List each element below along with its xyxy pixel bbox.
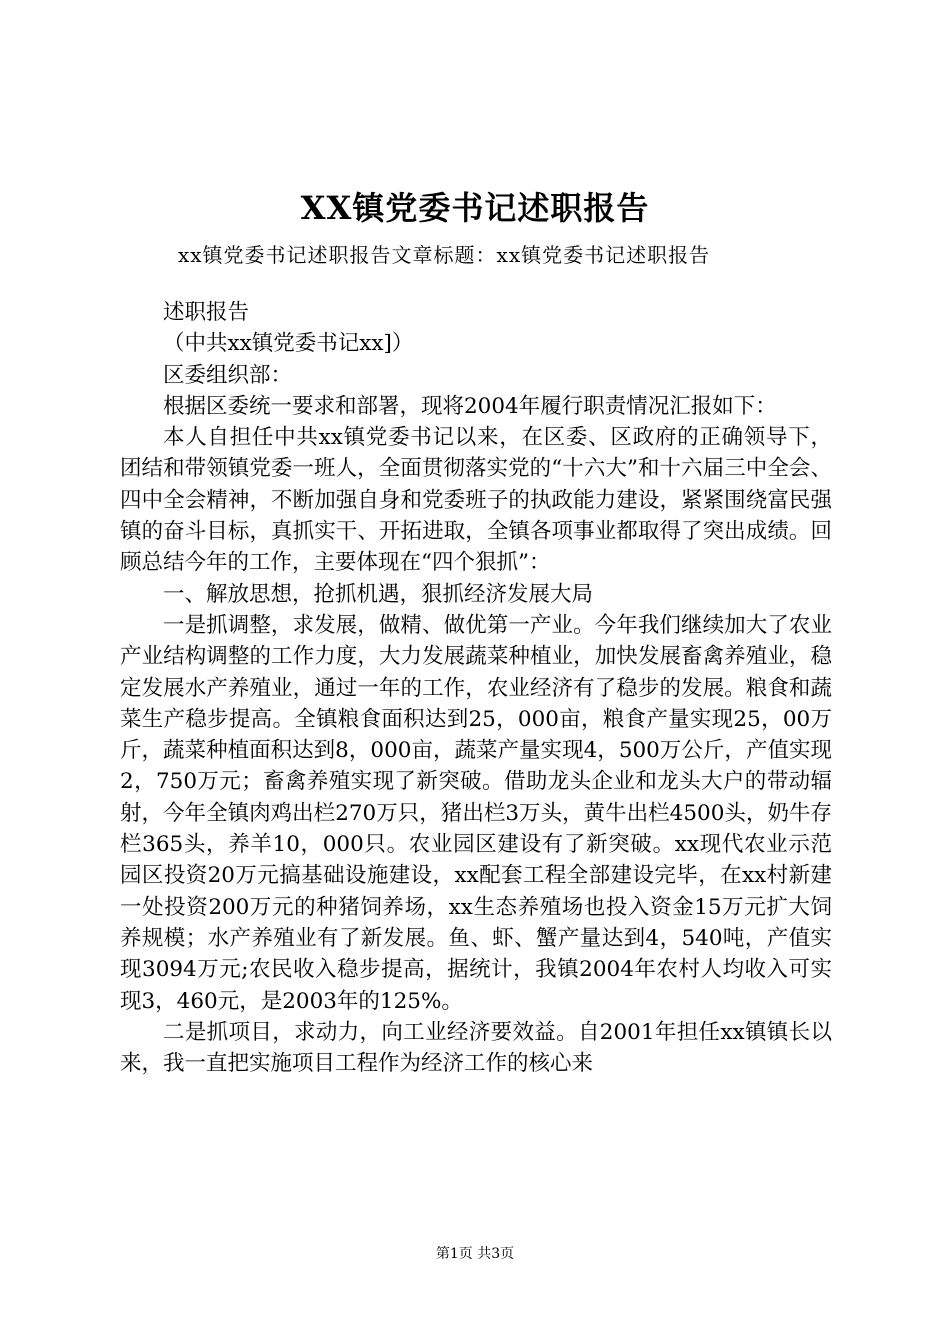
document-subtitle: xx镇党委书记述职报告文章标题：xx镇党委书记述职报告 [178,243,711,267]
paragraph: 本人自担任中共xx镇党委书记以来，在区委、区政府的正确领导下，团结和带领镇党委一班人，全面贯彻落实党的“十六大”和十六届三中全会、四中全会精神，不断加强自身和党委班子的执政能力建设，紧紧围绕富民强镇的奋斗目标，真抓实干、开拓进取，全镇各项事业都取得了突出成绩。回顾总结今年的工作，主要体现在“四个狠抓”： [120,425,832,576]
paragraph: 一是抓调整，求发展，做精、做优第一产业。今年我们继续加大了农业产业结构调整的工作力度，大力发展蔬菜种植业，加快发展畜禽养殖业，稳定发展水产养殖业，通过一年的工作，农业经济有了稳步的发展。粮食和蔬菜生产稳步提高。全镇粮食面积达到25，000亩，粮食产量实现25，00万斤，蔬菜种植面积达到8，000亩，蔬菜产量实现4，500万公斤，产值实现2，750万元；畜禽养殖实现了新突破。借助龙头企业和龙头大户的带动辐射，今年全镇肉鸡出栏270万只，猪出栏3万头，黄牛出栏4500头，奶牛存栏365头，养羊10，000只。农业园区建设有了新突破。xx现代农业示范园区投资20万元搞基础设施建设，xx配套工程全部建设完毕，在xx村新建一处投资200万元的种猪饲养场，xx生态养殖场也投入资金15万元扩大饲养规模；水产养殖业有了新发展。鱼、虾、蟹产量达到4，540吨，产值实现3094万元;农民收入稳步提高，据统计，我镇2004年农村人均收入可实现3，460元，是2003年的125%。 [120,612,832,1014]
paragraph: 述职报告 [163,300,250,325]
paragraph: （中共xx镇党委书记xx]） [163,331,414,357]
paragraph: 二是抓项目，求动力，向工业经济要效益。自2001年担任xx镇镇长以来，我一直把实施项目工程作为经济工作的核心来 [120,1019,832,1077]
paragraph: 根据区委统一要求和部署，现将2004年履行职责情况汇报如下： [163,393,777,419]
paragraph: 区委组织部： [163,362,293,388]
document-title: XX镇党委书记述职报告 [300,189,650,227]
section-heading: 一、解放思想，抢抓机遇，狠抓经济发展大局 [163,581,594,607]
page-number-footer: 第1页 共3页 [435,1246,515,1262]
document-body [120,297,832,1079]
